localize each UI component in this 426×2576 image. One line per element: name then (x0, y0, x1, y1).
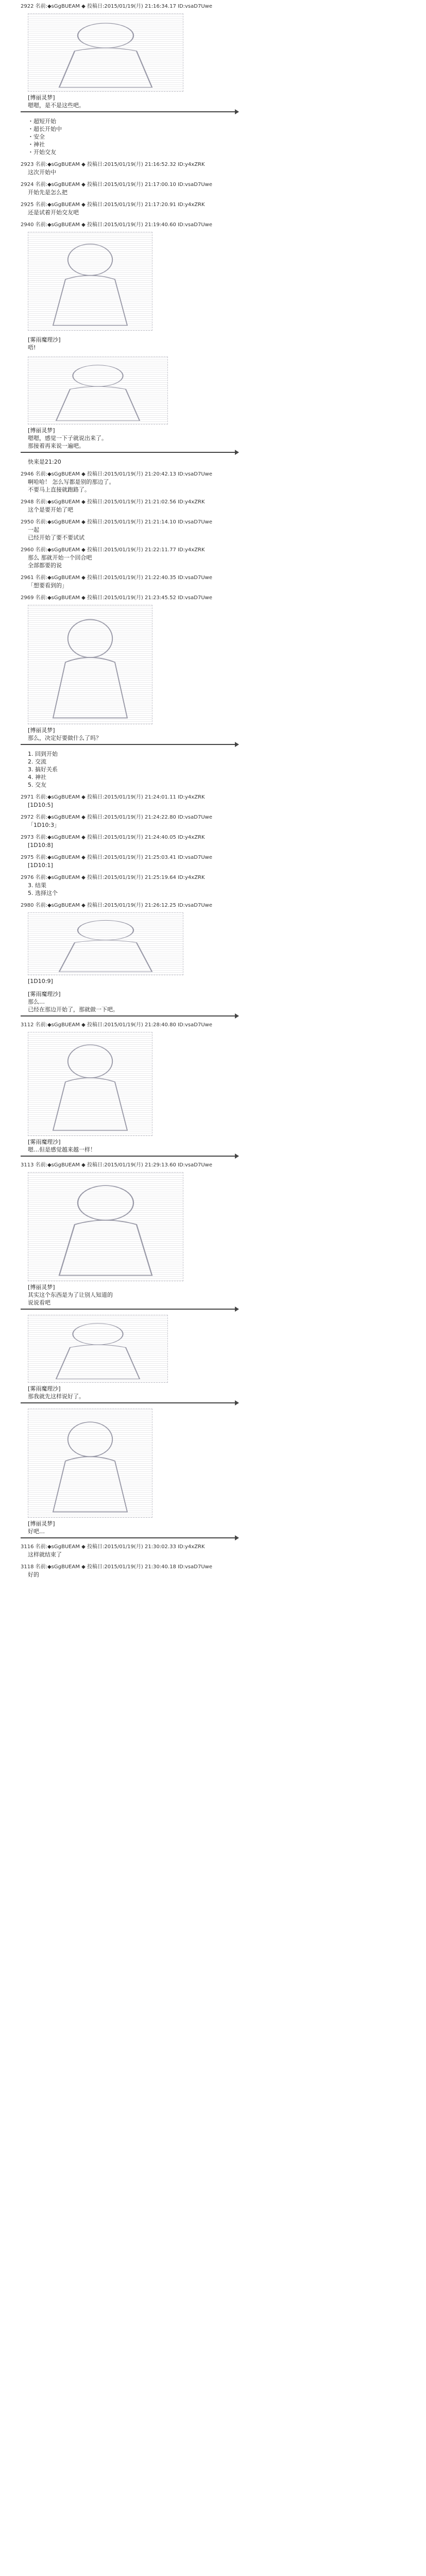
ascii-art-illustration (28, 912, 183, 975)
post-body (21, 478, 237, 494)
post (21, 519, 237, 541)
post-body (21, 506, 237, 514)
post-line: 3. 结果 (28, 882, 46, 889)
character-figure (28, 1173, 183, 1281)
post-header: 2940 名前:◆sGgBUEAM ◆ 投稿日:2015/01/19(月) 21:19:40.60 ID:vsaD7Uwe (21, 222, 212, 228)
post-line: 那接着再来说一遍吧。 (28, 443, 84, 449)
post-line: [博丽灵梦] (28, 1284, 55, 1291)
character-figure (28, 14, 183, 91)
ascii-art-illustration (28, 357, 168, 425)
post (21, 750, 237, 789)
post-line: [1D10:9] (28, 978, 53, 985)
post-body (21, 526, 237, 541)
post-header: 3116 名前:◆sGgBUEAM ◆ 投稿日:2015/01/19(月) 21:30:02.33 ID:y4xZRK (21, 1544, 205, 1550)
section-divider (21, 1402, 237, 1403)
post (21, 1544, 237, 1558)
post-line: 一起 (28, 527, 39, 533)
post-line: 嗯嗯，是不是这些吧。 (28, 102, 84, 109)
ascii-art-illustration (28, 1032, 152, 1136)
section-divider (21, 1156, 237, 1157)
post (21, 117, 237, 156)
post-line: 那我就先这样说好了。 (28, 1393, 84, 1400)
section-divider (21, 1309, 237, 1310)
post-line: 啊哈哈！ 怎么写都是别的那边了。 (28, 479, 115, 485)
post-line: 已经开始了要不要试试 (28, 534, 84, 541)
post-body (21, 726, 237, 742)
post-line: 其实这个东西是为了让别人知道的 (28, 1292, 113, 1298)
section-divider (21, 744, 237, 745)
post-line: [雾雨魔理沙] (28, 991, 61, 997)
post (21, 1022, 237, 1157)
post-line: ・超长开始中 (28, 126, 62, 132)
post-body (21, 841, 237, 849)
post-body (21, 582, 237, 589)
post-header: 2971 名前:◆sGgBUEAM ◆ 投稿日:2015/01/19(月) 21:24:01.11 ID:y4xZRK (21, 794, 205, 800)
post-line: [雾雨魔理沙] (28, 1385, 61, 1392)
post (21, 547, 237, 569)
post-line: [博丽灵梦] (28, 94, 55, 101)
post-line: [博丽灵梦] (28, 1520, 55, 1527)
section-divider (21, 111, 237, 112)
post (21, 794, 237, 809)
post (21, 181, 237, 196)
post (21, 595, 237, 745)
post-header: 2960 名前:◆sGgBUEAM ◆ 投稿日:2015/01/19(月) 21:22:11.77 ID:y4xZRK (21, 547, 205, 553)
post-line: 5. 选择这个 (28, 890, 58, 896)
post-line: 好的 (28, 1571, 39, 1578)
ascii-art-illustration (28, 1172, 183, 1281)
character-figure (28, 1315, 167, 1382)
post-header: 2925 名前:◆sGgBUEAM ◆ 投稿日:2015/01/19(月) 21:17:20.91 ID:y4xZRK (21, 202, 205, 208)
post-body (21, 801, 237, 809)
character-figure (28, 605, 152, 724)
post-header: 2969 名前:◆sGgBUEAM ◆ 投稿日:2015/01/19(月) 21:23:45.52 ID:vsaD7Uwe (21, 595, 212, 601)
post-header: 2946 名前:◆sGgBUEAM ◆ 投稿日:2015/01/19(月) 21:20:42.13 ID:vsaD7Uwe (21, 471, 212, 477)
post-body (21, 117, 237, 156)
post (21, 814, 237, 829)
ascii-art-illustration (28, 605, 152, 724)
post-body (21, 458, 237, 466)
post-header: 2922 名前:◆sGgBUEAM ◆ 投稿日:2015/01/19(月) 21:16:34.17 ID:vsaD7Uwe (21, 4, 212, 9)
post-body (21, 861, 237, 869)
post-header: 2950 名前:◆sGgBUEAM ◆ 投稿日:2015/01/19(月) 21:21:14.10 ID:vsaD7Uwe (21, 519, 212, 525)
post-header: 2924 名前:◆sGgBUEAM ◆ 投稿日:2015/01/19(月) 21:17:00.10 ID:vsaD7Uwe (21, 182, 212, 188)
post-body (21, 94, 237, 109)
post (21, 902, 237, 985)
post-line: 好吧… (28, 1528, 45, 1535)
ascii-art-illustration (28, 232, 152, 331)
post-header: 3112 名前:◆sGgBUEAM ◆ 投稿日:2015/01/19(月) 21:28:40.80 ID:vsaD7Uwe (21, 1022, 212, 1028)
post-line: 嗯…但是感觉越来越一样！ (28, 1146, 96, 1153)
thread-column (21, 3, 237, 1584)
post-line: [1D10:1] (28, 862, 53, 869)
post-header: 2975 名前:◆sGgBUEAM ◆ 投稿日:2015/01/19(月) 21:25:03.41 ID:vsaD7Uwe (21, 855, 212, 860)
post-body (21, 1385, 237, 1400)
character-figure (28, 1409, 152, 1517)
post-header: 3118 名前:◆sGgBUEAM ◆ 投稿日:2015/01/19(月) 21:30:40.18 ID:vsaD7Uwe (21, 1564, 212, 1570)
ascii-art-illustration (28, 13, 183, 92)
post (21, 574, 237, 589)
post (21, 854, 237, 869)
post (21, 336, 237, 351)
post-line: [雾雨魔理沙] (28, 336, 61, 343)
post-line: 2. 交流 (28, 758, 46, 765)
section-divider (21, 1015, 237, 1016)
post-line: [博丽灵梦] (28, 427, 55, 434)
post-line: 5. 交友 (28, 782, 46, 788)
post-body (21, 336, 237, 351)
post-line: [1D10:5] (28, 802, 53, 808)
post-line: 还是试着开始交友吧 (28, 209, 79, 216)
character-figure (28, 1032, 152, 1136)
post-header: 3113 名前:◆sGgBUEAM ◆ 投稿日:2015/01/19(月) 21:29:13.60 ID:vsaD7Uwe (21, 1162, 212, 1168)
character-figure (28, 913, 183, 975)
post (21, 1162, 237, 1310)
post-line: 这个是要开始了吧 (28, 506, 73, 513)
post (21, 222, 237, 331)
post-line: 这样就结束了 (28, 1551, 62, 1558)
post-header: 2980 名前:◆sGgBUEAM ◆ 投稿日:2015/01/19(月) 21:26:12.25 ID:vsaD7Uwe (21, 903, 212, 908)
section-divider (21, 1537, 237, 1538)
post-line: 「想要看到的」 (28, 582, 67, 589)
post-line: 开始先是怎么把 (28, 189, 67, 196)
post-header: 2948 名前:◆sGgBUEAM ◆ 投稿日:2015/01/19(月) 21:21:02.56 ID:y4xZRK (21, 499, 205, 505)
post-line: ・开始交友 (28, 149, 56, 156)
post-line: 「1D10:3」 (28, 822, 60, 828)
post-line: 4. 神社 (28, 774, 46, 781)
post-line: 那么，决定好要做什么了吗？ (28, 735, 101, 741)
post-header: 2976 名前:◆sGgBUEAM ◆ 投稿日:2015/01/19(月) 21:25:19.64 ID:y4xZRK (21, 875, 205, 880)
post-line: ・神社 (28, 141, 45, 148)
post-header: 2972 名前:◆sGgBUEAM ◆ 投稿日:2015/01/19(月) 21:24:22.80 ID:vsaD7Uwe (21, 815, 212, 820)
post-line: [1D10:8] (28, 842, 53, 849)
post-line: 快来是21:20 (28, 459, 61, 465)
character-figure (28, 232, 152, 330)
post (21, 3, 237, 112)
character-figure (28, 357, 167, 424)
post-body (21, 209, 237, 216)
post-line: 这次开始中 (28, 169, 56, 176)
post (21, 1564, 237, 1579)
post-body (21, 990, 237, 1013)
post (21, 357, 237, 453)
post-body (21, 1283, 237, 1307)
post-body (21, 168, 237, 176)
post (21, 471, 237, 494)
post-body (21, 1520, 237, 1535)
post-line: 那么… (28, 998, 45, 1005)
post (21, 161, 237, 176)
post-line: 不要马上直接就跑路了。 (28, 486, 90, 493)
post-body (21, 750, 237, 789)
ascii-art-illustration (28, 1409, 152, 1518)
post-body (21, 554, 237, 569)
post-body (21, 977, 237, 985)
post-header: 2973 名前:◆sGgBUEAM ◆ 投稿日:2015/01/19(月) 21:24:40.05 ID:y4xZRK (21, 835, 205, 840)
post-body (21, 1138, 237, 1154)
post-line: ・超短开始 (28, 118, 56, 125)
post (21, 1315, 237, 1403)
post-line: 嗯嗯，感觉一下子就说出来了。 (28, 435, 107, 442)
post-line: 已经在那边开始了，那就做一下吧。 (28, 1006, 118, 1013)
post-line: 全部都要的说 (28, 562, 62, 569)
post (21, 990, 237, 1016)
post-line: 1. 回到开始 (28, 751, 58, 757)
post-body (21, 189, 237, 196)
post-line: ・安全 (28, 133, 45, 140)
post (21, 1409, 237, 1538)
post-body (21, 1571, 237, 1579)
post-line: 那么 那就开始一个回合吧 (28, 554, 92, 561)
post-line: 说说看吧 (28, 1299, 50, 1306)
post-body (21, 821, 237, 829)
post (21, 834, 237, 849)
post (21, 874, 237, 897)
post-line: [雾雨魔理沙] (28, 1139, 61, 1145)
post-header: 2961 名前:◆sGgBUEAM ◆ 投稿日:2015/01/19(月) 21:22:40.35 ID:vsaD7Uwe (21, 575, 212, 581)
post-line: 唔! (28, 344, 36, 351)
post-header: 2923 名前:◆sGgBUEAM ◆ 投稿日:2015/01/19(月) 21:16:52.32 ID:y4xZRK (21, 162, 205, 167)
post (21, 201, 237, 216)
post (21, 499, 237, 514)
post-body (21, 882, 237, 897)
post-body (21, 427, 237, 450)
section-divider (21, 452, 237, 453)
post (21, 458, 237, 466)
post-line: 3. 搞好关系 (28, 766, 58, 773)
post-body (21, 1551, 237, 1558)
post-line: [博丽灵梦] (28, 727, 55, 734)
ascii-art-illustration (28, 1315, 168, 1383)
